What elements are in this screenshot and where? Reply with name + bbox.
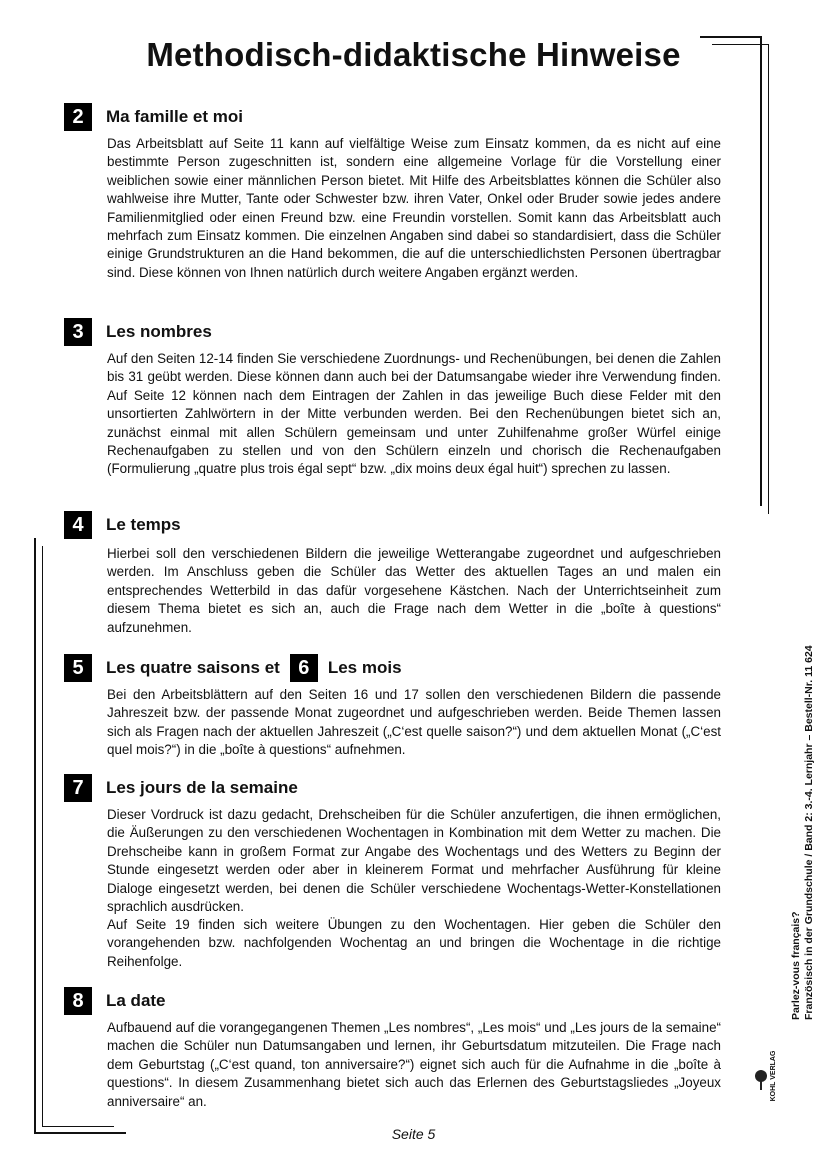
section-number-badge: 7 [64, 774, 92, 802]
section-text-5-6: Bei den Arbeitsblättern auf den Seiten 16 und 17 sollen den verschiedenen Bildern die passende Jahreszeit bzw. der passende Monat zugeordnet und aufgeschrieben werden. Beide Themen lassen sich als Fragen nach der aktuellen Jahreszeit („C‘est quelle saison?“) und dem aktuellen Monat („C‘est quel mois?“) in die „boîte à questions“ aufnehmen. [107, 687, 721, 758]
section-text-3: Auf den Seiten 12-14 finden Sie verschiedene Zuordnungs- und Rechenübungen, bei denen die Zahlen bis 31 geübt werden. Diese können dann auch bei der Datumsangabe wieder ihre Verwendung finden. Auf Seite 12 können nach dem Eintragen der Zahlen in das jeweilige Buch diese Felder mit den unsortierten Zahlwörtern in der Mitte verbunden werden. Bei den Rechenübungen bietet sich an, zunächst einmal mit allen Schülern gemeinsam und unter Zuhilfenahme großer Würfel einige Rechenaufgaben zu stellen und von den Schülern einzeln und chorisch die Rechenaufgaben (Formulierung „quatre plus trois égal sept“ bzw. „dix moins deux égal huit“) sprechen zu lassen. [107, 351, 721, 477]
section-title: Les jours de la semaine [106, 778, 298, 797]
section-number-badge: 6 [290, 654, 318, 682]
section-heading-4 [64, 511, 195, 539]
frame-line-right-2 [768, 44, 769, 514]
sidebar-book-title: Parlez-vous français? [790, 911, 802, 1020]
frame-line-left-1 [34, 538, 36, 1134]
tree-icon [752, 1036, 780, 1116]
sidebar-publisher-info [790, 640, 818, 1020]
section-number-badge: 8 [64, 987, 92, 1015]
logo-text: KOHL VERLAG [770, 1050, 777, 1102]
section-title: La date [106, 991, 166, 1010]
section-title: Ma famille et moi [106, 107, 243, 126]
section-heading-8 [64, 987, 180, 1015]
frame-line-left-2 [42, 546, 43, 1126]
section-heading-2 [64, 103, 257, 131]
section-number-badge: 2 [64, 103, 92, 131]
page-number: Seite 5 [391, 1126, 436, 1142]
section-number-badge: 5 [64, 654, 92, 682]
sidebar-series-info: Französisch in der Grundschule / Band 2: 3.-4. Lernjahr – Bestell-Nr. 11 624 [803, 645, 815, 1020]
section-heading-7 [64, 774, 312, 802]
section-number-badge: 3 [64, 318, 92, 346]
section-title: Le temps [106, 515, 181, 534]
section-text-8: Aufbauend auf die vorangegangenen Themen „Les nombres“, „Les mois“ und „Les jours de la semaine“ machen die Schüler nun Datumsangaben und lernen, ihr Geburtsdatum mitzuteilen. Die Frage nach dem Geburtstag („C‘est quand, ton anniversaire?“) eignet sich auch für die Aufnahme in die „boîte à questions“. In diesem Zusammenhang bietet sich auch das Erlernen des Geburtstagsliedes „Joyeux anniversaire“ an. [107, 1020, 721, 1109]
page-title: Methodisch-didaktische Hinweise [146, 36, 681, 73]
section-heading-3 [64, 318, 226, 346]
section-heading-5-6 [64, 654, 416, 682]
section-text-4: Hierbei soll den verschiedenen Bildern die jeweilige Wetterangabe zugeordnet und aufgeschrieben werden. Im Anschluss geben die Schüler das Wetter des aktuellen Tages an und malen ein entsprechendes Wetterbild in das dafür vorgesehene Kästchen. Nach der Unterrichtseinheit zum diesem Thema bietet es sich an, auch die Frage nach dem Wetter in die „boîte à questions“ aufzunehmen. [107, 546, 721, 635]
section-text-2: Das Arbeitsblatt auf Seite 11 kann auf vielfältige Weise zum Einsatz kommen, da es nicht auf eine bestimmte Person zugeschnitten ist, sondern eine allgemeine Vorlage für die Vorstellung einer weiblichen sowie einer männlichen Person bietet. Mit Hilfe des Arbeitsblattes können die Schüler also wahlweise ihre Mutter, Tante oder Schwester bzw. ihren Vater, Onkel oder Bruder sowie jedes andere Familienmitglied oder einen Freund bzw. eine Freundin vorstellen. Somit kann das Arbeitsblatt auch mehrfach zum Einsatz kommen. Die einzelnen Angaben sind dabei so standardisiert, dass die Schüler einige Grundstrukturen an die Hand bekommen, die auf die unterschiedlichsten Personen übertragbar sind. Diese können von Ihnen natürlich durch weitere Angaben ergänzt werden. [107, 136, 721, 280]
section-title: Les nombres [106, 322, 212, 341]
section-title: Les mois [327, 658, 402, 677]
section-title: Les quatre saisons et [106, 658, 280, 677]
publisher-logo [752, 1036, 780, 1116]
frame-line-right-1 [760, 36, 762, 506]
frame-line-top-1 [700, 36, 762, 38]
section-text-7: Dieser Vordruck ist dazu gedacht, Drehscheiben für die Schüler anzufertigen, die ihnen ermöglichen, die Äußerungen zu den verschiedenen Wochentagen in Kombination mit dem Wetter zu machen. Die Drehscheibe kann in großem Format zur Angabe des Wochentags und des Wetters zu Beginn der Stunde eingesetzt werden oder aber in kleinerem Format und mehrfacher Ausführung für kleine Dialoge eingesetzt werden, bei denen die Schüler verschiedene Wochentags-Wetter-Konstellationen sprachlich ausdrücken. [107, 807, 721, 915]
section-number-badge: 4 [64, 511, 92, 539]
section-text-7b: Auf Seite 19 finden sich weitere Übungen zu den Wochentagen. Hier geben die Schüler den vorangehenden bzw. nachfolgenden Wochentag an und bringen die Wochentage in die richtige Reihenfolge. [107, 917, 721, 969]
